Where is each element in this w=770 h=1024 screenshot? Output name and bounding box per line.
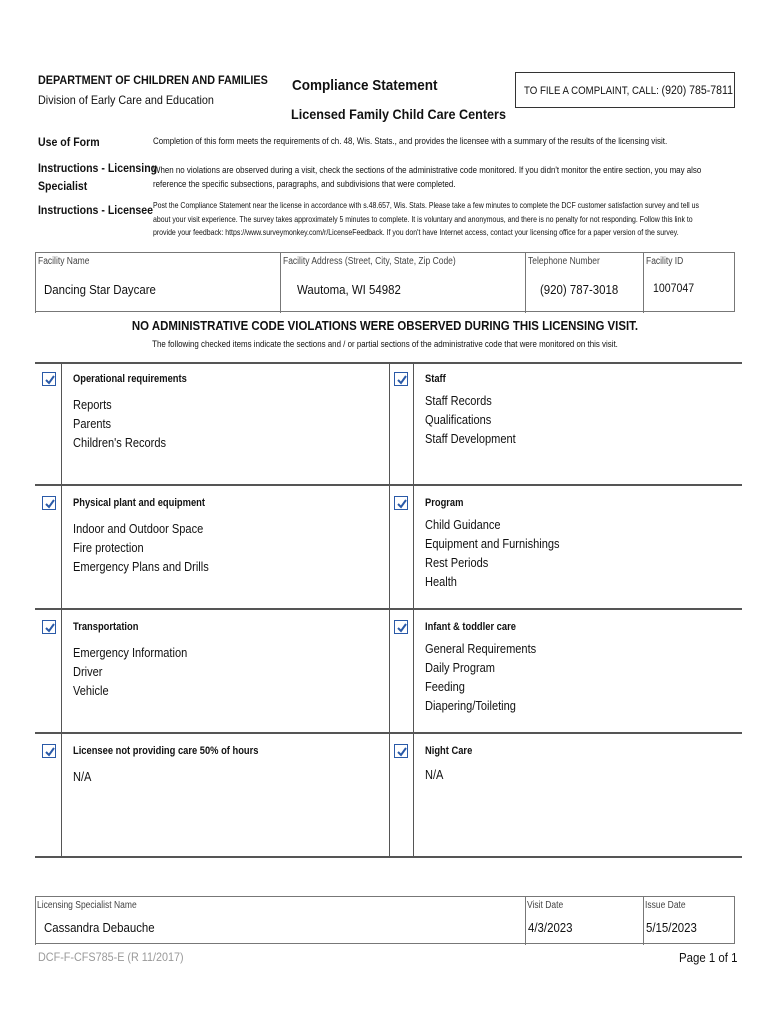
licensee-instructions-text: Post the Compliance Statement near the license in accordance with s.48.657, Wis. Stats. Please take a few minutes to complete the DCF customer satisfaction survey and tell us about your visit experience. The survey takes approximately 5 minutes to complete. It is voluntary and anonymous, and there is no penalty for not responding. Follow this link to provide your feedback: https://www.surveymonkey.com/r/LicenseFeedback. If you don't have Internet access, contact your licensing office for a paper version of the survey. bbox=[153, 200, 699, 237]
issue-date: 5/15/2023 bbox=[646, 920, 697, 935]
section-items-infant bbox=[425, 639, 536, 715]
complaint-phone: (920) 785-7811 bbox=[661, 83, 733, 97]
night-care-checkbox[interactable] bbox=[394, 744, 408, 758]
section-items-staff bbox=[425, 391, 516, 448]
facility-phone-cell bbox=[525, 253, 643, 313]
section-title-night: Night Care bbox=[425, 745, 473, 757]
section-items-transportation bbox=[73, 643, 187, 700]
list-item: Vehicle bbox=[73, 683, 109, 698]
facility-address-label: Facility Address (Street, City, State, Zip Code) bbox=[283, 256, 456, 267]
page-title: Compliance Statement bbox=[292, 77, 438, 94]
section-items-program bbox=[425, 515, 560, 591]
list-item: Rest Periods bbox=[425, 555, 489, 570]
list-item: Qualifications bbox=[425, 412, 492, 427]
specialist-instructions-label-1: Instructions - Licensing bbox=[38, 161, 158, 175]
section-items-night bbox=[425, 765, 443, 784]
monitored-sections-grid bbox=[35, 362, 742, 858]
section-title-operational: Operational requirements bbox=[73, 373, 187, 385]
check-icon bbox=[396, 498, 408, 510]
section-items-operational bbox=[73, 395, 166, 452]
specialist-cell bbox=[35, 897, 525, 945]
division-name: Division of Early Care and Education bbox=[38, 93, 214, 107]
list-item: Driver bbox=[73, 664, 103, 679]
issue-date-cell bbox=[643, 897, 735, 945]
form-code: DCF-F-CFS785-E (R 11/2017) bbox=[38, 950, 184, 964]
list-item: Equipment and Furnishings bbox=[425, 536, 560, 551]
facility-id-label: Facility ID bbox=[646, 256, 684, 267]
section-title-staff: Staff bbox=[425, 373, 446, 385]
page-subtitle: Licensed Family Child Care Centers bbox=[291, 106, 506, 122]
physical-plant-checkbox[interactable] bbox=[42, 496, 56, 510]
facility-address-cell bbox=[280, 253, 525, 313]
complaint-label: TO FILE A COMPLAINT, CALL: bbox=[524, 85, 659, 97]
grid-divider bbox=[61, 362, 62, 858]
list-item: Indoor and Outdoor Space bbox=[73, 521, 204, 536]
list-item: Parents bbox=[73, 416, 112, 431]
program-checkbox[interactable] bbox=[394, 496, 408, 510]
visit-date-label: Visit Date bbox=[527, 900, 564, 911]
check-icon bbox=[44, 498, 56, 510]
list-item: Staff Development bbox=[425, 431, 516, 446]
grid-divider bbox=[389, 362, 390, 858]
specialist-instructions-text: When no violations are observed during a visit, check the sections of the administrative code monitored. If you didn't monitor the entire section, you may also reference the specific subsections, paragraphs, and subdivisions that were completed. bbox=[153, 165, 702, 189]
section-title-licensee: Licensee not providing care 50% of hours bbox=[73, 745, 259, 757]
list-item: Emergency Information bbox=[73, 645, 188, 660]
no-violations-heading: NO ADMINISTRATIVE CODE VIOLATIONS WERE OBSERVED DURING THIS LICENSING VISIT. bbox=[131, 318, 639, 333]
issue-date-label: Issue Date bbox=[645, 900, 686, 911]
list-item: Children's Records bbox=[73, 435, 167, 450]
list-item: General Requirements bbox=[425, 641, 537, 656]
check-icon bbox=[44, 622, 56, 634]
facility-name-cell bbox=[35, 253, 280, 313]
list-item: Emergency Plans and Drills bbox=[73, 559, 209, 574]
list-item: N/A bbox=[425, 767, 444, 782]
staff-checkbox[interactable] bbox=[394, 372, 408, 386]
transportation-checkbox[interactable] bbox=[42, 620, 56, 634]
facility-name-label: Facility Name bbox=[38, 256, 90, 267]
signature-row bbox=[35, 896, 735, 944]
specialist-name: Cassandra Debauche bbox=[44, 920, 155, 935]
list-item: Fire protection bbox=[73, 540, 144, 555]
check-icon bbox=[396, 746, 408, 758]
complaint-box bbox=[515, 72, 735, 108]
section-title-infant: Infant & toddler care bbox=[425, 621, 516, 633]
list-item: Feeding bbox=[425, 679, 465, 694]
no-violations-subheading: The following checked items indicate the sections and / or partial sections of the administrative code that were monitored on this visit. bbox=[152, 339, 618, 349]
facility-phone-label: Telephone Number bbox=[528, 256, 600, 267]
section-title-transportation: Transportation bbox=[73, 621, 139, 633]
facility-id: 1007047 bbox=[653, 281, 695, 295]
check-icon bbox=[396, 622, 408, 634]
list-item: Child Guidance bbox=[425, 517, 501, 532]
grid-divider bbox=[413, 362, 414, 858]
licensee-instructions-label: Instructions - Licensee bbox=[38, 203, 154, 217]
facility-id-cell bbox=[643, 253, 735, 313]
section-items-licensee bbox=[73, 767, 91, 786]
section-title-physical: Physical plant and equipment bbox=[73, 497, 205, 509]
specialist-label: Licensing Specialist Name bbox=[37, 900, 137, 911]
list-item: Daily Program bbox=[425, 660, 496, 675]
infant-toddler-checkbox[interactable] bbox=[394, 620, 408, 634]
specialist-instructions-label-2: Specialist bbox=[38, 179, 88, 193]
section-items-physical bbox=[73, 519, 209, 576]
facility-address: Wautoma, WI 54982 bbox=[297, 282, 401, 297]
check-icon bbox=[44, 374, 56, 386]
facility-name: Dancing Star Daycare bbox=[44, 282, 156, 297]
use-of-form-label: Use of Form bbox=[38, 135, 100, 149]
department-name: DEPARTMENT OF CHILDREN AND FAMILIES bbox=[38, 73, 268, 87]
licensee-care-checkbox[interactable] bbox=[42, 744, 56, 758]
list-item: Reports bbox=[73, 397, 112, 412]
list-item: Staff Records bbox=[425, 393, 492, 408]
complaint-line bbox=[524, 83, 733, 97]
list-item: Diapering/Toileting bbox=[425, 698, 516, 713]
facility-phone: (920) 787-3018 bbox=[540, 282, 619, 297]
section-title-program: Program bbox=[425, 497, 464, 509]
operational-checkbox[interactable] bbox=[42, 372, 56, 386]
list-item: Health bbox=[425, 574, 457, 589]
visit-date: 4/3/2023 bbox=[528, 920, 573, 935]
page-number: Page 1 of 1 bbox=[679, 950, 738, 965]
check-icon bbox=[396, 374, 408, 386]
use-of-form-text: Completion of this form meets the requirements of ch. 48, Wis. Stats., and provides the licensee with a summary of the results of the licensing visit. bbox=[153, 136, 668, 146]
visit-date-cell bbox=[525, 897, 643, 945]
facility-info-row bbox=[35, 252, 735, 312]
check-icon bbox=[44, 746, 56, 758]
list-item: N/A bbox=[73, 769, 92, 784]
